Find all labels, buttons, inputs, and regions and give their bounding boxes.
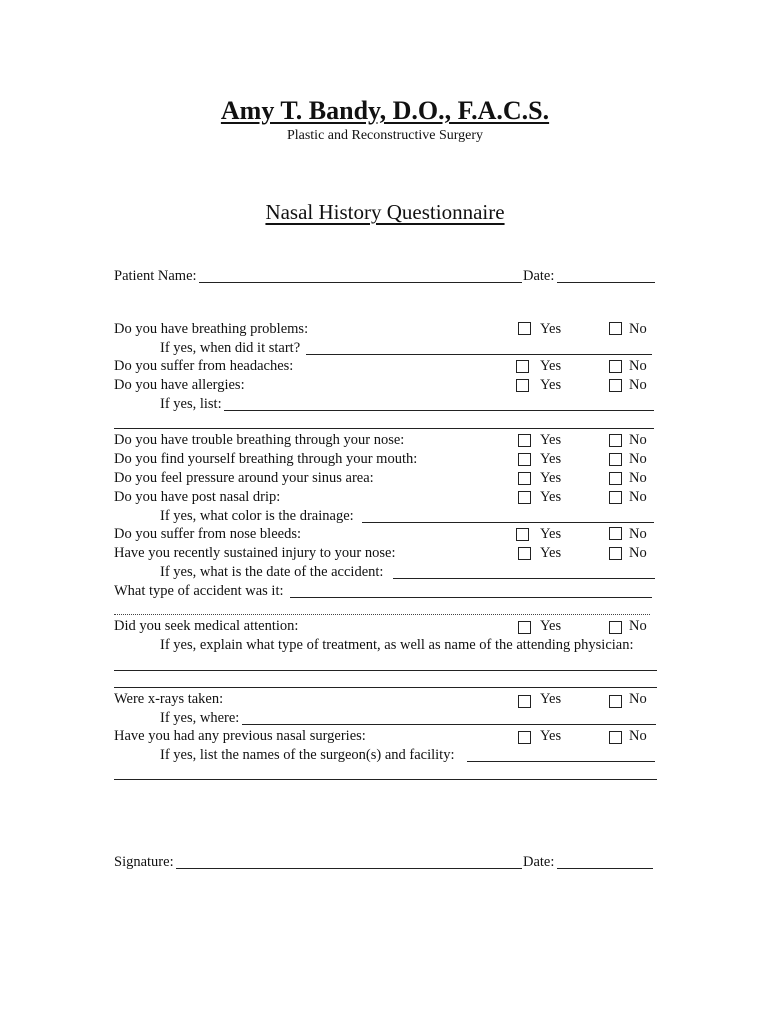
nose-breathing-no-checkbox[interactable] xyxy=(609,434,622,447)
when-start-field[interactable] xyxy=(306,354,652,355)
no-label: No xyxy=(629,377,647,393)
headaches-no-checkbox[interactable] xyxy=(609,360,622,373)
accident-type-field[interactable] xyxy=(290,597,652,598)
no-label: No xyxy=(629,691,647,707)
yes-label: Yes xyxy=(540,691,562,707)
drainage-color-field[interactable] xyxy=(362,522,654,523)
no-label: No xyxy=(629,451,647,467)
allergies-no-checkbox[interactable] xyxy=(609,379,622,392)
headaches-yes-checkbox[interactable] xyxy=(516,360,529,373)
no-label: No xyxy=(629,358,647,374)
surgeons-field-2[interactable] xyxy=(114,779,657,780)
question-mouth-breathing: Do you find yourself breathing through your mouth: xyxy=(114,451,418,467)
no-label: No xyxy=(629,526,647,542)
nose-bleeds-no-checkbox[interactable] xyxy=(609,527,622,540)
yes-label: Yes xyxy=(540,321,562,337)
yes-label: Yes xyxy=(540,377,562,393)
xrays-yes-checkbox[interactable] xyxy=(518,695,531,708)
question-allergy-list: If yes, list: xyxy=(160,396,222,412)
question-xrays: Were x-rays taken: xyxy=(114,691,224,707)
question-where: If yes, where: xyxy=(160,710,240,726)
injury-no-checkbox[interactable] xyxy=(609,547,622,560)
sinus-pressure-yes-checkbox[interactable] xyxy=(518,472,531,485)
allergies-yes-checkbox[interactable] xyxy=(516,379,529,392)
question-allergies: Do you have allergies: xyxy=(114,377,245,393)
medical-attention-yes-checkbox[interactable] xyxy=(518,621,531,634)
question-accident-date: If yes, what is the date of the accident: xyxy=(160,564,384,580)
mouth-breathing-no-checkbox[interactable] xyxy=(609,453,622,466)
signature-date-label: Date: xyxy=(523,854,555,870)
accident-type-field-2[interactable] xyxy=(114,614,650,615)
sinus-pressure-no-checkbox[interactable] xyxy=(609,472,622,485)
breathing-problems-no-checkbox[interactable] xyxy=(609,322,622,335)
no-label: No xyxy=(629,489,647,505)
allergy-list-field-2[interactable] xyxy=(114,428,654,429)
form-title: Nasal History Questionnaire xyxy=(265,200,505,224)
injury-yes-checkbox[interactable] xyxy=(518,547,531,560)
patient-date-field[interactable] xyxy=(557,282,655,283)
question-nose-breathing: Do you have trouble breathing through your nose: xyxy=(114,432,405,448)
breathing-problems-yes-checkbox[interactable] xyxy=(518,322,531,335)
post-nasal-no-checkbox[interactable] xyxy=(609,491,622,504)
allergy-list-field[interactable] xyxy=(224,410,654,411)
question-drainage-color: If yes, what color is the drainage: xyxy=(160,508,354,524)
no-label: No xyxy=(629,545,647,561)
surgeries-no-checkbox[interactable] xyxy=(609,731,622,744)
signature-date-field[interactable] xyxy=(557,868,653,869)
no-label: No xyxy=(629,618,647,634)
accident-date-field[interactable] xyxy=(393,578,655,579)
yes-label: Yes xyxy=(540,489,562,505)
question-accident-type: What type of accident was it: xyxy=(114,583,284,599)
question-surgeons: If yes, list the names of the surgeon(s) and facility: xyxy=(160,747,455,763)
yes-label: Yes xyxy=(540,526,562,542)
treatment-field-2[interactable] xyxy=(114,687,657,688)
mouth-breathing-yes-checkbox[interactable] xyxy=(518,453,531,466)
signature-field[interactable] xyxy=(176,868,522,869)
nose-breathing-yes-checkbox[interactable] xyxy=(518,434,531,447)
yes-label: Yes xyxy=(540,470,562,486)
no-label: No xyxy=(629,728,647,744)
no-label: No xyxy=(629,470,647,486)
xrays-no-checkbox[interactable] xyxy=(609,695,622,708)
question-surgeries: Have you had any previous nasal surgeries: xyxy=(114,728,366,744)
question-medical-attention: Did you seek medical attention: xyxy=(114,618,299,634)
yes-label: Yes xyxy=(540,432,562,448)
question-injury: Have you recently sustained injury to your nose: xyxy=(114,545,396,561)
specialty: Plastic and Reconstructive Surgery xyxy=(286,128,484,143)
yes-label: Yes xyxy=(540,545,562,561)
patient-name-field[interactable] xyxy=(199,282,522,283)
medical-attention-no-checkbox[interactable] xyxy=(609,621,622,634)
question-when-start: If yes, when did it start? xyxy=(160,340,301,356)
question-post-nasal: Do you have post nasal drip: xyxy=(114,489,281,505)
no-label: No xyxy=(629,321,647,337)
treatment-field[interactable] xyxy=(114,670,657,671)
doctor-name: Amy T. Bandy, D.O., F.A.C.S. xyxy=(220,96,550,125)
question-sinus-pressure: Do you feel pressure around your sinus area: xyxy=(114,470,374,486)
surgeries-yes-checkbox[interactable] xyxy=(518,731,531,744)
question-headaches: Do you suffer from headaches: xyxy=(114,358,294,374)
surgeons-field[interactable] xyxy=(467,761,655,762)
where-field[interactable] xyxy=(242,724,656,725)
patient-name-label: Patient Name: xyxy=(114,268,197,284)
question-nose-bleeds: Do you suffer from nose bleeds: xyxy=(114,526,301,542)
signature-label: Signature: xyxy=(114,854,174,870)
yes-label: Yes xyxy=(540,728,562,744)
question-breathing-problems: Do you have breathing problems: xyxy=(114,321,309,337)
question-treatment: If yes, explain what type of treatment, as well as name of the attending physician: xyxy=(160,637,634,653)
post-nasal-yes-checkbox[interactable] xyxy=(518,491,531,504)
yes-label: Yes xyxy=(540,358,562,374)
patient-date-label: Date: xyxy=(523,268,555,284)
yes-label: Yes xyxy=(540,618,562,634)
no-label: No xyxy=(629,432,647,448)
nose-bleeds-yes-checkbox[interactable] xyxy=(516,528,529,541)
yes-label: Yes xyxy=(540,451,562,467)
